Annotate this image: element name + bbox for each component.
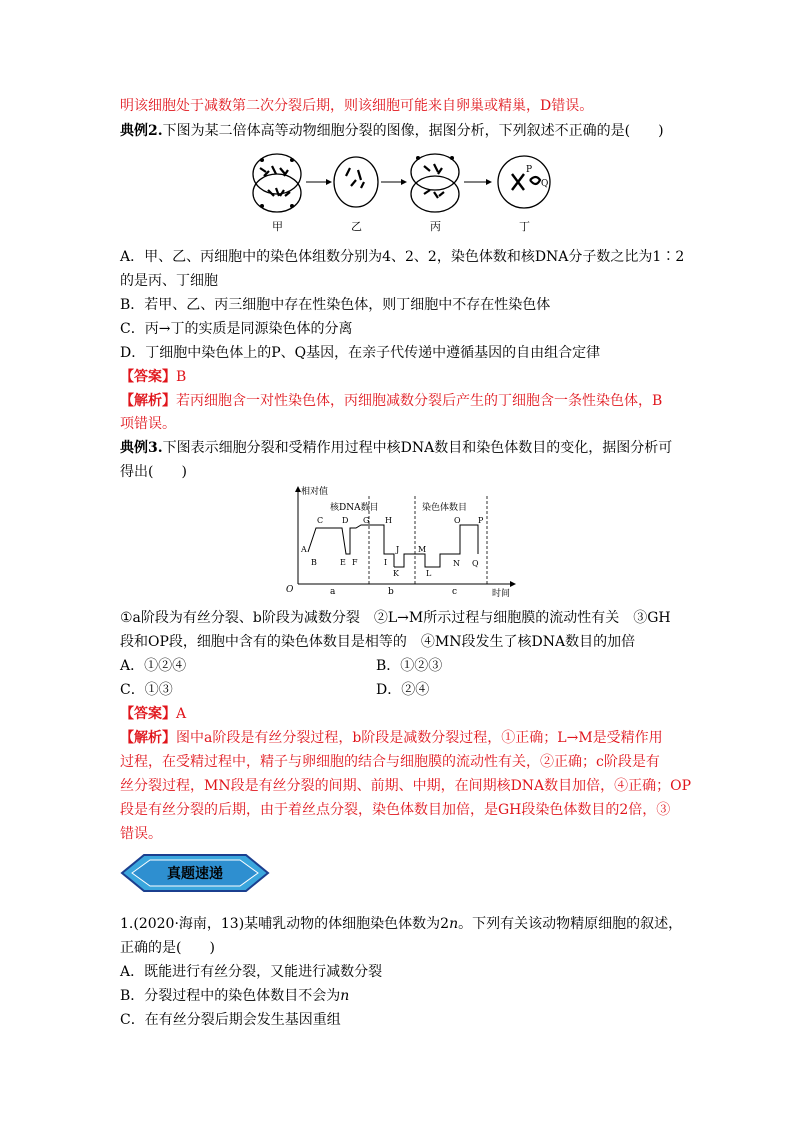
option-text: B．分裂过程中的染色体数目不会为 [120, 988, 341, 1004]
explanation-tag: 【解析】 [120, 393, 176, 409]
example-3-explanation [120, 728, 663, 748]
point-label-e: E [340, 558, 346, 567]
explanation-text-cont: 段是有丝分裂的后期，由于着丝点分裂，染色体数目加倍，是GH段染色体数目的2倍，③ [120, 802, 671, 818]
answer-value: B [176, 369, 187, 385]
chromosome-curve [394, 525, 478, 567]
banner-label: 真题速递 [167, 866, 223, 882]
phase-label-a: a [330, 587, 336, 597]
explanation-text-cont: 丝分裂过程，MN段是有丝分裂的间期、前期、中期，在间期核DNA数目加倍，④正确；OP [120, 778, 692, 794]
gene-label-q: Q [541, 179, 549, 189]
point-label-b: B [311, 558, 317, 567]
cell-label-ding: 丁 [519, 220, 530, 233]
cell-yi [334, 157, 378, 207]
answer-tag: 【答案】 [120, 706, 176, 722]
example-2-question [120, 121, 664, 141]
answer-tag: 【答案】 [120, 369, 176, 385]
x-axis-label: 时间 [492, 589, 511, 599]
option-a: A．既能进行有丝分裂，又能进行减数分裂 [120, 964, 383, 980]
variable-n: n [340, 988, 350, 1004]
point-label-c: C [317, 516, 324, 525]
question-text: 。下列有关该动物精原细胞的叙述， [458, 916, 683, 932]
region-label-dna: 核DNA数目 [330, 503, 379, 513]
cell-jia [253, 154, 301, 212]
example-2-answer [120, 367, 186, 387]
cell-label-bing: 丙 [430, 220, 441, 233]
question-text-cont: 正确的是( ) [120, 940, 215, 956]
phase-label-b: b [388, 587, 394, 597]
option-a: A．甲、乙、丙细胞中的染色体组数分别为4、2、2，染色体数和核DNA分子数之比为1∶2 [120, 249, 685, 265]
answer-value: A [176, 706, 187, 722]
point-label-g: G [363, 516, 370, 525]
point-label-k: K [393, 569, 399, 578]
option-a: A．①②④ [120, 658, 187, 674]
variable-n: n [449, 916, 459, 932]
explanation-text-cont: 过程，在受精过程中，精子与卵细胞的结合与细胞膜的流动性有关，②正确；c阶段是有 [120, 754, 660, 770]
cell-label-yi: 乙 [351, 220, 362, 233]
explanation-tag: 【解析】 [120, 730, 176, 746]
option-c: C．①③ [120, 682, 173, 698]
point-label-j: J [396, 545, 400, 554]
point-label-a: A [301, 545, 307, 554]
cell-bing [411, 154, 459, 212]
explanation-text: 若丙细胞含一对性染色体，丙细胞减数分裂后产生的丁细胞含一条性染色体，B [176, 393, 663, 409]
example-3-question [120, 438, 672, 458]
section-banner [120, 853, 270, 893]
option-c: C．在有丝分裂后期会发生基因重组 [120, 1012, 341, 1028]
point-label-l: L [426, 569, 432, 578]
dna-chromosome-chart [282, 484, 522, 599]
option-d: D．丁细胞中染色体上的P、Q基因，在亲子代传递中遵循基因的自由组合定律 [120, 345, 601, 361]
phase-label-c: c [452, 587, 458, 597]
option-b [120, 986, 349, 1006]
explanation-text-cont: 项错误。 [120, 416, 176, 432]
region-label-chromosome: 染色体数目 [422, 503, 468, 513]
cell-label-jia: 甲 [272, 220, 283, 233]
option-b: B．①②③ [376, 658, 443, 674]
gene-label-p: P [526, 165, 533, 175]
point-label-n: N [453, 559, 460, 568]
option-d: D．②④ [376, 682, 430, 698]
question-text: 1.(2020·海南，13)某哺乳动物的体细胞染色体数为2 [120, 916, 450, 932]
option-a-cont: 的是丙、丁细胞 [120, 273, 218, 289]
example-label: 典例2. [120, 123, 163, 139]
question-text: 下图表示细胞分裂和受精作用过程中核DNA数目和染色体数目的变化，据图分析可 [162, 440, 673, 456]
question-1 [120, 914, 682, 934]
text-line: 明该细胞处于减数第二次分裂后期，则该细胞可能来自卵巢或精巢，D错误。 [120, 98, 594, 114]
statement-line: ①a阶段为有丝分裂、b阶段为减数分裂 ②L→M所示过程与细胞膜的流动性有关 ③GH [120, 610, 671, 626]
origin-label: O [286, 585, 294, 595]
question-text-cont: 得出( ) [120, 464, 187, 480]
question-text: 下图为某二倍体高等动物细胞分裂的图像，据图分析，下列叙述不正确的是( ) [162, 123, 664, 139]
option-c: C．丙→丁的实质是同源染色体的分离 [120, 321, 353, 337]
point-label-o: O [454, 516, 461, 525]
example-2-explanation [120, 391, 662, 411]
y-axis-label: 相对值 [301, 487, 329, 497]
point-label-d: D [342, 516, 349, 525]
explanation-text: 图中a阶段是有丝分裂过程，b阶段是减数分裂过程，①正确；L→M是受精作用 [176, 730, 663, 746]
point-label-p: P [478, 516, 484, 525]
point-label-q: Q [472, 559, 479, 568]
statement-line-cont: 段和OP段，细胞中含有的染色体数目是相等的 ④MN段发生了核DNA数目的加倍 [120, 634, 636, 650]
example-3-answer [120, 704, 186, 724]
point-label-h: H [385, 516, 392, 525]
cell-division-figure [248, 146, 563, 236]
explanation-text-cont: 错误。 [120, 826, 162, 842]
point-label-i: I [384, 558, 388, 567]
dna-curve [308, 525, 394, 567]
example-label: 典例3. [120, 440, 163, 456]
option-b: B．若甲、乙、丙三细胞中存在性染色体，则丁细胞中不存在性染色体 [120, 297, 551, 313]
point-label-m: M [418, 545, 427, 554]
point-label-f: F [352, 558, 358, 567]
